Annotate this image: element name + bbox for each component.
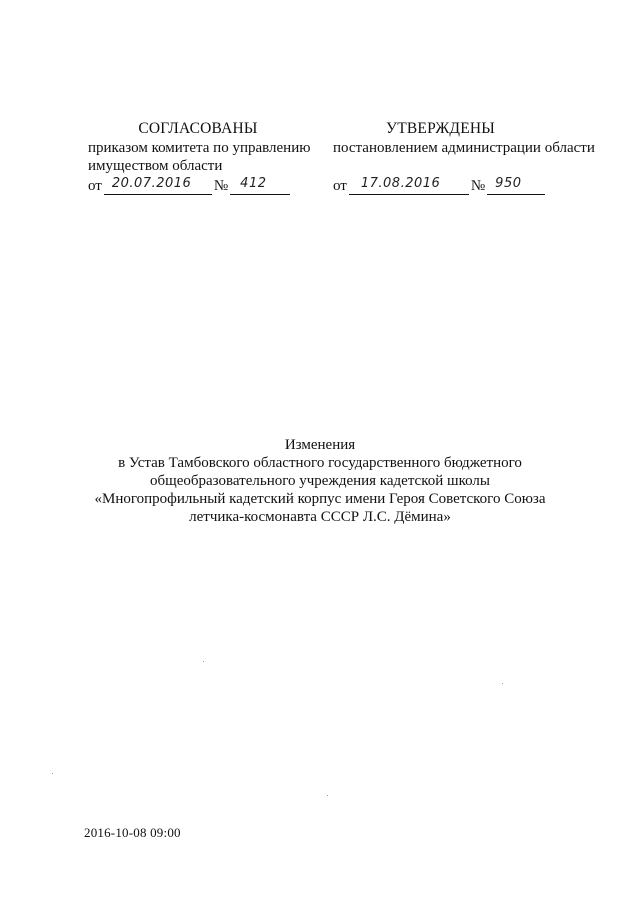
scan-speck	[52, 773, 53, 774]
approved-date-line	[333, 177, 608, 195]
approved-number-value: 950	[495, 176, 522, 191]
agreed-number-value: 412	[240, 176, 267, 191]
approval-block-approved	[333, 120, 608, 195]
agreed-date-field	[104, 177, 212, 195]
document-title	[80, 436, 560, 526]
agreed-line-1: приказом комитета по управлению	[88, 140, 311, 156]
scan-timestamp: 2016-10-08 09:00	[84, 825, 181, 840]
approved-number-field	[487, 177, 545, 195]
title-line-2: в Устав Тамбовского областного государственного бюджетного	[118, 455, 522, 471]
approved-date-field	[349, 177, 469, 195]
title-line-5: летчика-космонавта СССР Л.С. Дёмина»	[189, 509, 451, 525]
agreed-date-line	[88, 177, 328, 195]
title-line-3: общеобразовательного учреждения кадетской школы	[150, 473, 490, 489]
title-line-4: «Многопрофильный кадетский корпус имени Героя Советского Союза	[94, 491, 546, 507]
scan-speck	[327, 795, 328, 796]
agreed-date-value: 20.07.2016	[111, 176, 192, 191]
scan-speck	[203, 661, 204, 662]
agreed-line-2: имуществом области	[88, 158, 223, 174]
approved-number-prefix: №	[470, 178, 486, 194]
approved-date-value: 17.08.2016	[360, 176, 441, 191]
approved-heading: УТВЕРЖДЕНЫ	[386, 120, 495, 137]
title-line-1: Изменения	[284, 437, 356, 453]
scan-speck	[502, 683, 503, 684]
agreed-number-field	[230, 177, 290, 195]
approved-date-prefix: от	[333, 178, 347, 194]
agreed-number-prefix: №	[213, 178, 229, 194]
approval-block-agreed	[88, 120, 328, 195]
agreed-date-prefix: от	[88, 178, 102, 194]
agreed-heading: СОГЛАСОВАНЫ	[138, 120, 258, 137]
approved-line-1: постановлением администрации области	[333, 140, 595, 156]
